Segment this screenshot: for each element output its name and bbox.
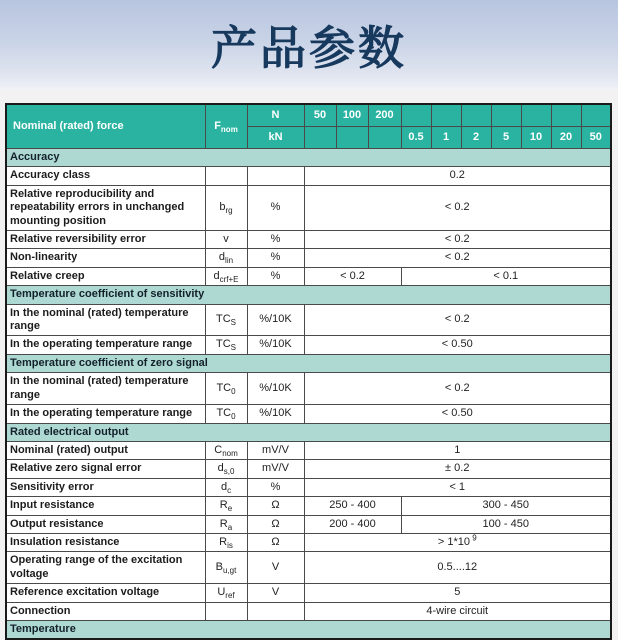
section-label: Temperature coefficient of sensitivity	[6, 286, 611, 304]
param-unit	[247, 167, 304, 185]
param-symbol: $d_c$	[205, 478, 247, 496]
param-label: Nominal (rated) output	[6, 441, 205, 459]
param-symbol: $TC_0$	[205, 405, 247, 423]
table-row	[6, 185, 611, 230]
spec-table-head	[6, 104, 611, 149]
param-label: Relative zero signal error	[6, 460, 205, 478]
param-label: Reference excitation voltage	[6, 584, 205, 602]
header-unit-kn: kN	[247, 127, 304, 149]
param-value: 100 - 450	[401, 515, 611, 533]
param-value: < 0.2	[304, 267, 401, 285]
param-symbol: $b_{rg}$	[205, 185, 247, 230]
param-symbol: $d_{lin}$	[205, 249, 247, 267]
header-force-kn: 0.5	[401, 127, 431, 149]
header-empty-cell	[491, 104, 521, 127]
header-force-kn: 50	[581, 127, 611, 149]
table-row	[6, 515, 611, 533]
header-empty-cell	[461, 104, 491, 127]
header-force-kn: 10	[521, 127, 551, 149]
table-row	[6, 584, 611, 602]
param-value: < 0.50	[304, 336, 611, 354]
param-symbol: $d_{s,0}$	[205, 460, 247, 478]
param-unit: %	[247, 185, 304, 230]
table-row	[6, 441, 611, 459]
param-symbol	[205, 167, 247, 185]
param-value: 200 - 400	[304, 515, 401, 533]
param-unit: Ω	[247, 533, 304, 551]
header-param-label: Nominal (rated) force	[6, 104, 205, 149]
param-unit: mV/V	[247, 460, 304, 478]
param-symbol: $TC_S$	[205, 304, 247, 336]
param-label: Output resistance	[6, 515, 205, 533]
param-label: In the operating temperature range	[6, 405, 205, 423]
param-unit: V	[247, 584, 304, 602]
param-unit: Ω	[247, 515, 304, 533]
param-symbol: $TC_S$	[205, 336, 247, 354]
param-unit: %	[247, 478, 304, 496]
header-empty-cell	[431, 104, 461, 127]
header-force-kn: 5	[491, 127, 521, 149]
param-value: < 0.50	[304, 405, 611, 423]
section-label: Accuracy	[6, 149, 611, 167]
header-force-kn: 2	[461, 127, 491, 149]
header-force-kn: 1	[431, 127, 461, 149]
param-symbol: $B_{u,gt}$	[205, 552, 247, 584]
table-row	[6, 460, 611, 478]
table-row	[6, 373, 611, 405]
param-symbol: $TC_0$	[205, 373, 247, 405]
param-unit: %/10K	[247, 405, 304, 423]
section-row	[6, 423, 611, 441]
section-row	[6, 286, 611, 304]
param-label: Input resistance	[6, 497, 205, 515]
param-value: > 1*10 $^9$	[304, 533, 611, 551]
header-force-n: 200	[368, 104, 401, 127]
section-row	[6, 354, 611, 372]
param-symbol: $C_{nom}$	[205, 441, 247, 459]
header-empty-cell	[551, 104, 581, 127]
param-unit: %/10K	[247, 336, 304, 354]
table-row	[6, 249, 611, 267]
param-label: Relative creep	[6, 267, 205, 285]
param-unit: Ω	[247, 497, 304, 515]
header-empty-cell	[336, 127, 368, 149]
table-row	[6, 552, 611, 584]
table-row	[6, 405, 611, 423]
section-row	[6, 620, 611, 639]
param-symbol: $R_e$	[205, 497, 247, 515]
header-unit-n: N	[247, 104, 304, 127]
table-row	[6, 497, 611, 515]
param-unit: V	[247, 552, 304, 584]
spec-table	[5, 103, 612, 640]
table-row	[6, 336, 611, 354]
param-label: Relative reversibility error	[6, 231, 205, 249]
table-row	[6, 533, 611, 551]
param-value: ± 0.2	[304, 460, 611, 478]
table-row	[6, 231, 611, 249]
param-symbol: $U_{ref}$	[205, 584, 247, 602]
param-label: In the nominal (rated) temperature range	[6, 373, 205, 405]
header-force-n: 100	[336, 104, 368, 127]
param-label: Relative reproducibility and repeatability errors in unchanged mounting position	[6, 185, 205, 230]
param-value: 4-wire circuit	[304, 602, 611, 620]
header-empty-cell	[304, 127, 336, 149]
param-unit: %/10K	[247, 373, 304, 405]
page-title: 产品参数	[211, 22, 407, 74]
section-label: Temperature coefficient of zero signal	[6, 354, 611, 372]
param-unit: %	[247, 231, 304, 249]
section-label: Rated electrical output	[6, 423, 611, 441]
spec-table-container	[0, 90, 618, 640]
header-symbol: $F_{nom}$	[205, 104, 247, 149]
table-row	[6, 304, 611, 336]
param-symbol: $R_a$	[205, 515, 247, 533]
spec-table-body	[6, 149, 611, 640]
table-row	[6, 267, 611, 285]
header-empty-cell	[401, 104, 431, 127]
header-force-kn: 20	[551, 127, 581, 149]
param-label: Accuracy class	[6, 167, 205, 185]
param-unit: %	[247, 267, 304, 285]
header-empty-cell	[581, 104, 611, 127]
param-value: < 0.2	[304, 231, 611, 249]
param-value: 250 - 400	[304, 497, 401, 515]
param-unit: %/10K	[247, 304, 304, 336]
param-label: Non-linearity	[6, 249, 205, 267]
param-symbol: $R_{is}$	[205, 533, 247, 551]
table-row	[6, 167, 611, 185]
param-value: < 0.1	[401, 267, 611, 285]
param-label: Operating range of the excitation voltage	[6, 552, 205, 584]
param-unit: mV/V	[247, 441, 304, 459]
param-value: < 0.2	[304, 249, 611, 267]
param-value: < 0.2	[304, 185, 611, 230]
header-empty-cell	[521, 104, 551, 127]
param-value: < 0.2	[304, 373, 611, 405]
param-unit: %	[247, 249, 304, 267]
param-value: 0.5....12	[304, 552, 611, 584]
param-value: < 1	[304, 478, 611, 496]
param-value: 5	[304, 584, 611, 602]
header-row-n	[6, 104, 611, 127]
table-row	[6, 478, 611, 496]
param-label: Insulation resistance	[6, 533, 205, 551]
header-empty-cell	[368, 127, 401, 149]
param-label: Sensitivity error	[6, 478, 205, 496]
header-force-n: 50	[304, 104, 336, 127]
section-label: Temperature	[6, 620, 611, 639]
title-banner	[0, 0, 618, 90]
section-row	[6, 149, 611, 167]
param-label: Connection	[6, 602, 205, 620]
param-label: In the operating temperature range	[6, 336, 205, 354]
param-symbol: $d_{crf+E}$	[205, 267, 247, 285]
param-value: 1	[304, 441, 611, 459]
param-label: In the nominal (rated) temperature range	[6, 304, 205, 336]
param-value: < 0.2	[304, 304, 611, 336]
param-value: 300 - 450	[401, 497, 611, 515]
param-value: 0.2	[304, 167, 611, 185]
param-symbol: v	[205, 231, 247, 249]
